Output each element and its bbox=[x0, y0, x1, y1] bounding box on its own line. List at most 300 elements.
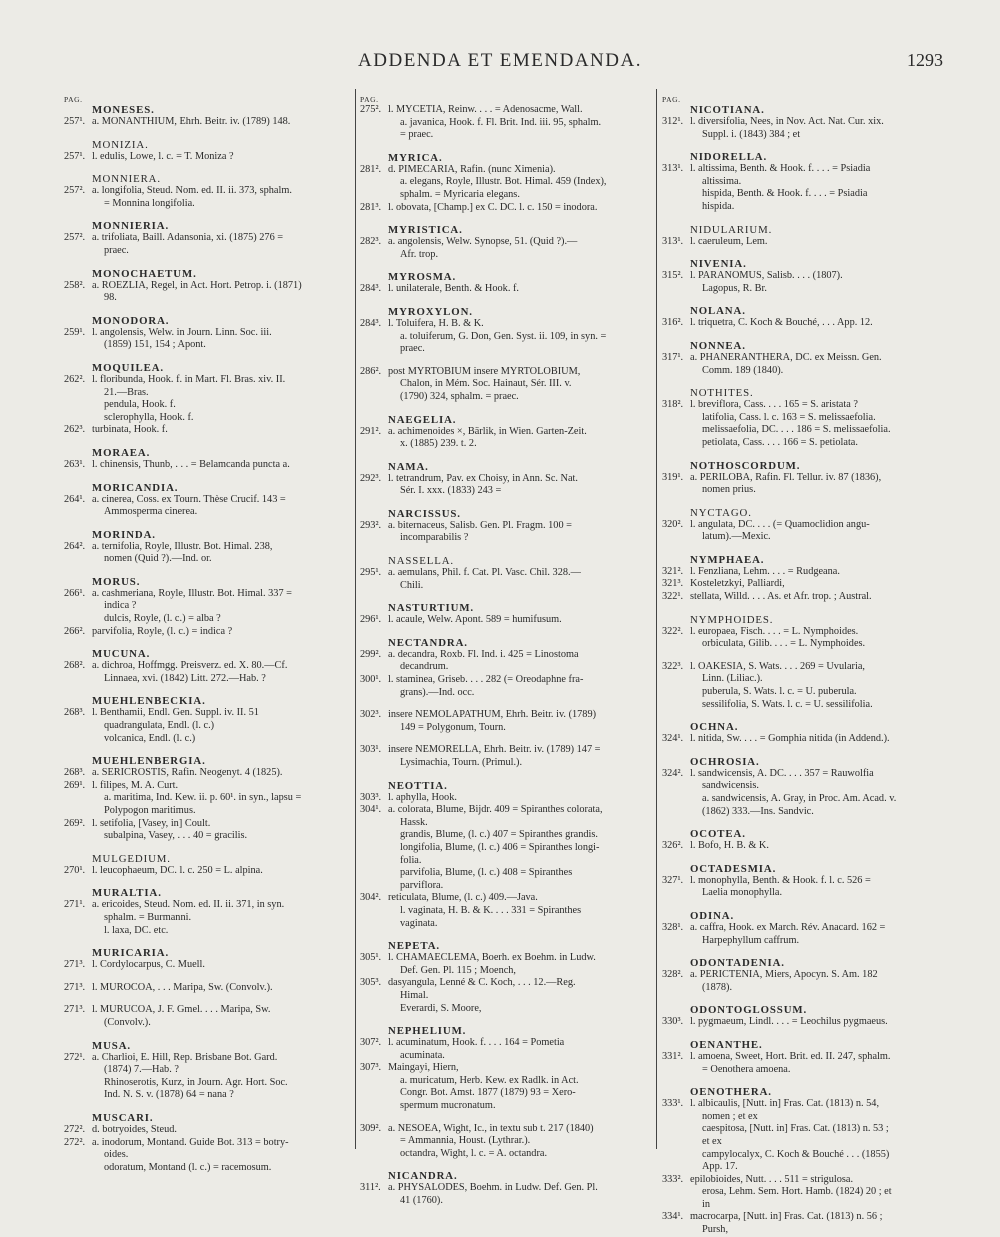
genus-block bbox=[662, 1086, 952, 1237]
genus-heading: ODONTOGLOSSUM. bbox=[690, 1004, 808, 1017]
entry-line: (Convolv.). bbox=[104, 1016, 151, 1028]
entry-line: a. elegans, Royle, Illustr. Bot. Himal. 459 (Index), bbox=[400, 176, 607, 188]
page-reference: 304¹. bbox=[360, 804, 382, 816]
entry bbox=[662, 922, 952, 947]
entry-line: a. longifolia, Steud. Nom. ed. II. ii. 373, sphalm. bbox=[92, 185, 292, 197]
entry-line: a. toluiferum, G. Don, Gen. Syst. ii. 109, in syn. = bbox=[400, 330, 607, 342]
page-reference: 257¹. bbox=[64, 116, 86, 127]
entry-line: acuminata. bbox=[400, 1049, 445, 1061]
entry-line: et ex bbox=[702, 1135, 722, 1147]
entry bbox=[662, 399, 952, 449]
genus-block bbox=[662, 910, 952, 947]
genus-heading: NECTANDRA. bbox=[388, 636, 468, 649]
entry-line: vaginata. bbox=[400, 917, 438, 929]
entry-line: l. angolensis, Welw. in Journ. Linn. Soc. iii. bbox=[92, 326, 272, 338]
entry-line: folia. bbox=[400, 854, 422, 866]
page-reference: 264². bbox=[64, 540, 86, 552]
entry-line: nomen prius. bbox=[702, 484, 756, 496]
page-reference: 313¹. bbox=[662, 163, 684, 175]
entry bbox=[64, 459, 354, 472]
entry bbox=[64, 1052, 354, 1102]
genus-block bbox=[360, 940, 652, 1015]
page-reference: 327¹. bbox=[662, 874, 684, 886]
entry-line: l. tetrandrum, Pav. ex Choisy, in Ann. Sc. Nat. bbox=[388, 472, 578, 484]
entry bbox=[360, 709, 652, 734]
entry-line: Harpephyllum caffrum. bbox=[702, 934, 800, 946]
entry-line: a. NESOEA, Wight, Ic., in textu sub t. 217 (1840) bbox=[388, 1122, 594, 1134]
entry bbox=[662, 270, 952, 295]
entry bbox=[360, 952, 652, 977]
entry bbox=[360, 1123, 652, 1161]
column-left bbox=[64, 95, 354, 1173]
page-reference: 317¹. bbox=[662, 351, 684, 363]
entry bbox=[360, 283, 652, 296]
genus-heading: MYRISTICA. bbox=[388, 224, 463, 237]
page-reference: 324¹. bbox=[662, 733, 684, 745]
entry-line: 41 (1760). bbox=[400, 1195, 443, 1207]
genus-heading: MONNIERA. bbox=[92, 173, 161, 186]
genus-block bbox=[662, 305, 952, 330]
entry-line: l. floribunda, Hook. f. in Mart. Fl. Bras. xiv. II. bbox=[92, 373, 286, 385]
genus-block bbox=[360, 461, 652, 498]
genus-block bbox=[64, 268, 354, 305]
genus-heading: MONESES. bbox=[92, 104, 155, 116]
page-reference: 305¹. bbox=[360, 952, 382, 964]
entry-line: Comm. 189 (1840). bbox=[702, 364, 784, 376]
entry-line: dasyangula, Lenné & C. Koch, . . . 12.—Reg. bbox=[388, 977, 576, 989]
entry-line: Laelia monophylla. bbox=[702, 887, 783, 899]
entry-line: post MYRTOBIUM insere MYRTOLOBIUM, bbox=[388, 365, 581, 377]
entry-line: sphalm. = Burmanni. bbox=[104, 911, 192, 923]
entry-line: a. cinerea, Coss. ex Tourn. Thèse Crucif. 143 = bbox=[92, 493, 286, 505]
entry-line: a. PERILOBA, Rafin. Fl. Tellur. iv. 87 (1836), bbox=[690, 471, 882, 483]
genus-block bbox=[64, 947, 354, 972]
entry-line: decandrum. bbox=[400, 661, 449, 673]
page-reference: 272². bbox=[64, 1136, 86, 1148]
entry-line: Def. Gen. Pl. 115 ; Moench, bbox=[400, 964, 517, 976]
entry bbox=[64, 494, 354, 519]
entry bbox=[662, 472, 952, 497]
entry-line: l. amoena, Sweet, Hort. Brit. ed. II. 247, sphalm. bbox=[690, 1050, 891, 1062]
entry-line: l. caeruleum, Lem. bbox=[690, 235, 768, 247]
entry-line: a. PERICTENIA, Miers, Apocyn. S. Am. 182 bbox=[690, 969, 878, 981]
genus-block bbox=[360, 414, 652, 451]
genus-block bbox=[360, 555, 652, 592]
entry bbox=[662, 1211, 952, 1236]
entry-line: a. javanica, Hook. f. Fl. Brit. Ind. iii. 95, sphalm. bbox=[400, 116, 602, 128]
page-reference: 324². bbox=[662, 767, 684, 779]
page-reference: 303³. bbox=[360, 791, 382, 803]
entry bbox=[662, 1016, 952, 1029]
genus-block bbox=[64, 755, 354, 843]
page-reference: 328². bbox=[662, 969, 684, 981]
entry-line: grandis, Blume, (l. c.) 407 = Spiranthes grandis. bbox=[400, 829, 598, 841]
genus-heading: NIDULARIUM. bbox=[690, 223, 773, 236]
page-reference: 330³. bbox=[662, 1016, 684, 1028]
page-reference: 307². bbox=[360, 1037, 382, 1049]
entry-line: a. caffra, Hook. ex March. Rév. Anacard. 162 = bbox=[690, 921, 886, 933]
genus-block bbox=[64, 1112, 354, 1174]
page-reference: 266². bbox=[64, 625, 86, 637]
genus-heading: MONIZIA. bbox=[92, 138, 149, 151]
entry-line: l. triquetra, C. Koch & Bouché, . . . App. 12. bbox=[690, 317, 873, 329]
genus-heading: MORICANDIA. bbox=[92, 481, 179, 494]
pag-label: PAG. bbox=[360, 95, 379, 104]
genus-heading: MONNIERIA. bbox=[92, 220, 170, 233]
entry bbox=[662, 566, 952, 579]
entry bbox=[64, 899, 354, 937]
genus-heading: NONNEA. bbox=[690, 339, 746, 352]
entry-line: caespitosa, [Nutt. in] Fras. Cat. (1813) n. 53 ; bbox=[702, 1123, 889, 1135]
entry-line: d. PIMECARIA, Rafin. (nunc Ximenia). bbox=[388, 163, 556, 175]
entry-line: grans).—Ind. occ. bbox=[400, 686, 475, 698]
entry-line: x. (1885) 239. t. 2. bbox=[400, 438, 477, 450]
entry-line: subalpina, Vasey, . . . 40 = gracilis. bbox=[104, 830, 248, 842]
genus-block bbox=[360, 271, 652, 296]
page-reference: 331². bbox=[662, 1050, 684, 1062]
genus-block bbox=[662, 614, 952, 651]
genus-heading: MORINDA. bbox=[92, 528, 156, 541]
genus-heading: MUSA. bbox=[92, 1039, 131, 1052]
genus-block bbox=[662, 721, 952, 746]
page-reference: 295¹. bbox=[360, 567, 382, 579]
column-right bbox=[662, 95, 952, 1236]
page-reference: 321³. bbox=[662, 578, 684, 590]
page-reference: 286². bbox=[360, 365, 382, 377]
entry-line: melissaefolia, DC. . . . 186 = S. melissaefolia. bbox=[702, 424, 891, 436]
entry bbox=[662, 840, 952, 853]
entry bbox=[360, 674, 652, 699]
entry-line: l. chinensis, Thunb, . . . = Belamcanda puncta a. bbox=[92, 458, 290, 470]
entry-line: quadrangulata, Endl. (l. c.) bbox=[104, 720, 215, 732]
genus-block bbox=[662, 104, 952, 141]
entry-line: Ind. N. S. v. (1878) 64 = nana ? bbox=[104, 1089, 234, 1101]
page-reference: 263¹. bbox=[64, 458, 86, 470]
genus-block bbox=[64, 853, 354, 878]
entry-line: 149 = Polygonum, Tourn. bbox=[400, 721, 506, 733]
genus-block bbox=[64, 648, 354, 685]
entry-line: a. Charlioi, E. Hill, Rep. Brisbane Bot. Gard. bbox=[92, 1051, 278, 1063]
entry-line: l. OAKESIA, S. Wats. . . . 269 = Uvularia, bbox=[690, 660, 865, 672]
entry-line: turbinata, Hook. f. bbox=[92, 424, 168, 436]
entry-line: l. Fenzliana, Lehm. . . . = Rudgeana. bbox=[690, 565, 840, 577]
entry-line: a. maritima, Ind. Kew. ii. p. 60¹. in syn., lapsu = bbox=[104, 792, 302, 804]
entry bbox=[360, 1037, 652, 1062]
entry-line: (1859) 151, 154 ; Apont. bbox=[104, 339, 206, 351]
page-reference: 262². bbox=[64, 373, 86, 385]
page-reference: 322². bbox=[662, 625, 684, 637]
page-reference: 271¹. bbox=[64, 899, 86, 911]
entry-line: Afr. trop. bbox=[400, 248, 439, 260]
genus-heading: NYMPHAEA. bbox=[690, 553, 765, 566]
entry-line: Lagopus, R. Br. bbox=[702, 282, 767, 294]
entry bbox=[64, 116, 354, 129]
genus-heading: NARCISSUS. bbox=[388, 507, 461, 520]
genus-heading: NICOTIANA. bbox=[690, 104, 765, 116]
genus-block bbox=[360, 366, 652, 404]
entry-line: orbiculata, Gilib. . . . = L. Nymphoides. bbox=[702, 638, 866, 650]
genus-block bbox=[64, 173, 354, 210]
genus-block bbox=[662, 661, 952, 711]
entry-line: a. inodorum, Montand. Guide Bot. 313 = botry- bbox=[92, 1136, 289, 1148]
entry-line: a. sandwicensis, A. Gray, in Proc. Am. Acad. v. bbox=[702, 793, 897, 804]
page-reference: 272². bbox=[64, 1123, 86, 1135]
entry-line: Himal. bbox=[400, 989, 429, 1001]
entry bbox=[360, 614, 652, 627]
entry bbox=[662, 661, 952, 711]
entry-line: a. MONANTHIUM, Ehrh. Beitr. iv. (1789) 148. bbox=[92, 116, 291, 127]
pag-label: PAG. bbox=[662, 95, 681, 104]
genus-block bbox=[64, 362, 354, 437]
entry bbox=[662, 768, 952, 818]
entry-line: praec. bbox=[400, 343, 425, 355]
entry-line: l. altissima, Benth. & Hook. f. . . . = Psiadia bbox=[690, 163, 871, 175]
entry-line: l. staminea, Griseb. . . . 282 (= Oreodaphne fra- bbox=[388, 674, 584, 686]
genus-heading: NYCTAGO. bbox=[690, 506, 752, 519]
entry bbox=[360, 804, 652, 892]
entry-line: a. ternifolia, Royle, Illustr. Bot. Himal. 238, bbox=[92, 540, 273, 552]
running-title: ADDENDA ET EMENDANDA. bbox=[358, 50, 642, 71]
genus-heading: MOQUILEA. bbox=[92, 361, 164, 374]
genus-heading: NOTHOSCORDUM. bbox=[690, 459, 801, 472]
entry-line: indica ? bbox=[104, 600, 137, 612]
genus-heading: NEOTTIA. bbox=[388, 779, 448, 792]
page-reference: 284³. bbox=[360, 283, 382, 295]
entry-line: volcanica, Endl. (l. c.) bbox=[104, 732, 196, 744]
entry-line: parvifolia, Blume, (l. c.) 408 = Spiranthes bbox=[400, 867, 573, 879]
genus-block bbox=[64, 447, 354, 472]
entry bbox=[360, 164, 652, 202]
page-reference: 272¹. bbox=[64, 1051, 86, 1063]
entry-line: l. filipes, M. A. Curt. bbox=[92, 779, 179, 791]
genus-heading: MONODORA. bbox=[92, 314, 170, 327]
genus-block bbox=[662, 224, 952, 249]
genus-block bbox=[662, 756, 952, 818]
page-reference: 257². bbox=[64, 232, 86, 244]
entry-line: campylocalyx, C. Koch & Bouché . . . (1855) bbox=[702, 1148, 890, 1160]
entry-line: a. ericoides, Steud. Nom. ed. II. ii. 371, in syn. bbox=[92, 899, 285, 911]
entry-line: l. edulis, Lowe, l. c. = T. Moniza ? bbox=[92, 150, 234, 162]
entry-line: l. acaule, Welw. Apont. 589 = humifusum. bbox=[388, 614, 562, 626]
entry-line: l. Benthamii, Endl. Gen. Suppl. iv. II. 51 bbox=[92, 707, 259, 719]
entry bbox=[360, 792, 652, 805]
pag-label: PAG. bbox=[64, 95, 83, 104]
entry bbox=[662, 969, 952, 994]
page-reference: 266¹. bbox=[64, 587, 86, 599]
entry-line: a. colorata, Blume, Bijdr. 409 = Spiranthes colorata, bbox=[388, 804, 603, 816]
page-reference: 281³. bbox=[360, 201, 382, 213]
genus-heading: MYRICA. bbox=[388, 151, 443, 164]
entry-line: Linn. (Liliac.). bbox=[702, 673, 763, 685]
entry-line: latum).—Mexic. bbox=[702, 531, 771, 543]
entry bbox=[64, 660, 354, 685]
genus-heading: OENANTHE. bbox=[690, 1038, 763, 1051]
page-reference: 268². bbox=[64, 660, 86, 672]
genus-block bbox=[64, 529, 354, 566]
entry-line: l. monophylla, Benth. & Hook. f. l. c. 526 = bbox=[690, 874, 871, 886]
entry-line: pendula, Hook. f. bbox=[104, 399, 176, 411]
entry bbox=[64, 185, 354, 210]
page-reference: 322³. bbox=[662, 660, 684, 672]
genus-block bbox=[360, 1123, 652, 1161]
page-reference: 270¹. bbox=[64, 864, 86, 876]
entry-line: in bbox=[702, 1198, 711, 1210]
entry-line: a. trifoliata, Baill. Adansonia, xi. (1875) 276 = bbox=[92, 232, 284, 244]
entry bbox=[64, 327, 354, 352]
page-reference: 258². bbox=[64, 279, 86, 291]
entry bbox=[64, 865, 354, 878]
genus-block bbox=[360, 224, 652, 261]
genus-heading: MURICARIA. bbox=[92, 947, 170, 960]
page-reference: 320². bbox=[662, 518, 684, 530]
page-reference: 268³. bbox=[64, 767, 86, 779]
entry-line: sessilifolia, S. Wats. l. c. = U. sessilifolia. bbox=[702, 698, 873, 710]
column-middle bbox=[360, 95, 652, 1207]
genus-block bbox=[662, 1039, 952, 1076]
genus-block bbox=[360, 780, 652, 931]
entry-line: (1862) 333.—Ins. Sandvic. bbox=[702, 805, 814, 817]
entry bbox=[662, 733, 952, 746]
genus-heading: OENOTHERA. bbox=[690, 1086, 772, 1099]
entry bbox=[64, 151, 354, 164]
entry-line: octandra, Wight, l. c. = A. octandra. bbox=[400, 1147, 548, 1159]
entry-line: a. achimenoides ×, Bärlik, in Wien. Garten-Zeit. bbox=[388, 425, 587, 437]
entry-line: l. pygmaeum, Lindl. . . . = Leochilus pygmaeus. bbox=[690, 1016, 888, 1028]
entry-line: insere NEMOLAPATHUM, Ehrh. Beitr. iv. (1789) bbox=[388, 709, 597, 721]
entry-line: = Monnina longifolia. bbox=[104, 197, 195, 209]
entry-line: puberula, S. Wats. l. c. = U. puberula. bbox=[702, 686, 857, 698]
entry-line: d. botryoides, Steud. bbox=[92, 1123, 177, 1135]
entry bbox=[662, 317, 952, 330]
entry bbox=[360, 426, 652, 451]
page-reference: 264¹. bbox=[64, 493, 86, 505]
entry bbox=[360, 236, 652, 261]
entry-line: dulcis, Royle, (l. c.) = alba ? bbox=[104, 613, 221, 625]
genus-heading: NICANDRA. bbox=[388, 1170, 458, 1183]
entry bbox=[360, 892, 652, 930]
entry bbox=[360, 567, 652, 592]
entry bbox=[360, 104, 652, 142]
entry bbox=[64, 1137, 354, 1175]
genus-heading: MONOCHAETUM. bbox=[92, 267, 197, 280]
entry-line: nomen ; et ex bbox=[702, 1110, 758, 1122]
genus-heading: MULGEDIUM. bbox=[92, 852, 171, 865]
entry-line: Maingayi, Hiern, bbox=[388, 1062, 459, 1074]
entry-line: = Oenothera amoena. bbox=[702, 1063, 791, 1075]
genus-heading: MUSCARI. bbox=[92, 1111, 154, 1124]
page-reference: 275². bbox=[360, 104, 382, 115]
entry-line: macrocarpa, [Nutt. in] Fras. Cat. (1813) n. 56 ; bbox=[690, 1211, 883, 1223]
entry-line: Rhinoserotis, Kurz, in Journ. Agr. Hort. Soc. bbox=[104, 1076, 288, 1088]
entry-line: l. MUROCOA, . . . Maripa, Sw. (Convolv.). bbox=[92, 981, 273, 993]
entry bbox=[360, 520, 652, 545]
genus-heading: OCOTEA. bbox=[690, 828, 746, 841]
entry-line: Polypogon maritimus. bbox=[104, 805, 196, 816]
page-reference: 300¹. bbox=[360, 674, 382, 686]
entry-line: (1790) 324, sphalm. = praec. bbox=[400, 390, 519, 402]
entry bbox=[64, 707, 354, 745]
page-reference: 268³. bbox=[64, 707, 86, 719]
entry-line: Hassk. bbox=[400, 816, 428, 828]
entry bbox=[360, 649, 652, 674]
page-reference: 309². bbox=[360, 1122, 382, 1134]
page-reference: 326². bbox=[662, 840, 684, 852]
genus-block bbox=[64, 695, 354, 745]
page-reference: 303¹. bbox=[360, 744, 382, 756]
entry-line: a. angolensis, Welw. Synopse, 51. (Quid ?).— bbox=[388, 236, 578, 248]
genus-heading: NASSELLA. bbox=[388, 555, 454, 568]
entry-line: Kosteletzkyi, Palliardi, bbox=[690, 578, 785, 590]
entry-line: l. albicaulis, [Nutt. in] Fras. Cat. (1813) n. 54, bbox=[690, 1098, 880, 1110]
page-reference: 281². bbox=[360, 163, 382, 175]
entry bbox=[360, 1062, 652, 1112]
entry-line: altissima. bbox=[702, 175, 742, 187]
genus-block bbox=[64, 482, 354, 519]
genus-block bbox=[360, 637, 652, 699]
genus-block bbox=[662, 507, 952, 544]
entry-line: sphalm. = Myricaria elegans. bbox=[400, 188, 520, 200]
column-divider bbox=[355, 89, 356, 1149]
entry bbox=[662, 519, 952, 544]
entry-line: praec. bbox=[104, 244, 129, 256]
page-reference: 312¹. bbox=[662, 116, 684, 127]
page-reference: 333². bbox=[662, 1173, 684, 1185]
entry bbox=[64, 780, 354, 818]
genus-heading: NEPHELIUM. bbox=[388, 1025, 467, 1038]
entry-line: Sér. I. xxx. (1833) 243 = bbox=[400, 485, 502, 497]
entry-line: hispida. bbox=[702, 200, 735, 212]
entry-line: insere NEMORELLA, Ehrh. Beitr. iv. (1789) 147 = bbox=[388, 744, 601, 756]
genus-block bbox=[64, 104, 354, 129]
genus-block bbox=[64, 576, 354, 638]
entry-line: sclerophylla, Hook. f. bbox=[104, 411, 194, 423]
genus-heading: ODONTADENIA. bbox=[690, 957, 785, 970]
entry-line: Pursh, bbox=[702, 1224, 729, 1236]
entry-line: l. angulata, DC. . . . (= Quamoclidion angu- bbox=[690, 518, 870, 530]
entry-line: l. Cordylocarpus, C. Muell. bbox=[92, 959, 205, 971]
genus-heading: MURALTIA. bbox=[92, 887, 162, 900]
entry-line: l. unilaterale, Benth. & Hook. f. bbox=[388, 283, 519, 295]
page-reference: 292³. bbox=[360, 472, 382, 484]
entry-line: hispida, Benth. & Hook. f. . . . = Psiadia bbox=[702, 188, 868, 200]
genus-block bbox=[360, 152, 652, 214]
genus-block bbox=[360, 306, 652, 356]
entry-line: l. acuminatum, Hook. f. . . . 164 = Pometia bbox=[388, 1037, 565, 1049]
entry bbox=[64, 424, 354, 437]
entry bbox=[64, 541, 354, 566]
page-reference: 262³. bbox=[64, 424, 86, 436]
entry-line: a. dichroa, Hoffmgg. Preisverz. ed. X. 80.—Cf. bbox=[92, 660, 288, 672]
genus-block bbox=[662, 1004, 952, 1029]
entry-line: erosa, Lehm. Sem. Hort. Hamb. (1824) 20 ; et bbox=[702, 1186, 892, 1198]
genus-block bbox=[662, 340, 952, 377]
entry-line: oides. bbox=[104, 1149, 129, 1161]
genus-heading: NEPETA. bbox=[388, 940, 440, 953]
entry-line: Linnaea, xvi. (1842) Litt. 272.—Hab. ? bbox=[104, 672, 266, 684]
page-reference: 311². bbox=[360, 1182, 381, 1194]
entry bbox=[662, 591, 952, 604]
page-reference: 316². bbox=[662, 317, 684, 329]
entry bbox=[64, 626, 354, 639]
entry-line: Suppl. i. (1843) 384 ; et bbox=[702, 128, 801, 140]
entry-line: l. diversifolia, Nees, in Nov. Act. Nat. Cur. xix. bbox=[690, 116, 884, 127]
genus-heading: OCHROSIA. bbox=[690, 755, 760, 768]
page-reference: 333¹. bbox=[662, 1098, 684, 1110]
genus-heading: NOTHITES. bbox=[690, 387, 754, 400]
entry-line: Chalon, in Mém. Soc. Hainaut, Sér. III. v. bbox=[400, 378, 572, 390]
entry-line: a. ROEZLIA, Regel, in Act. Hort. Petrop. i. (1871) bbox=[92, 279, 302, 291]
page-reference: 257². bbox=[64, 185, 86, 197]
